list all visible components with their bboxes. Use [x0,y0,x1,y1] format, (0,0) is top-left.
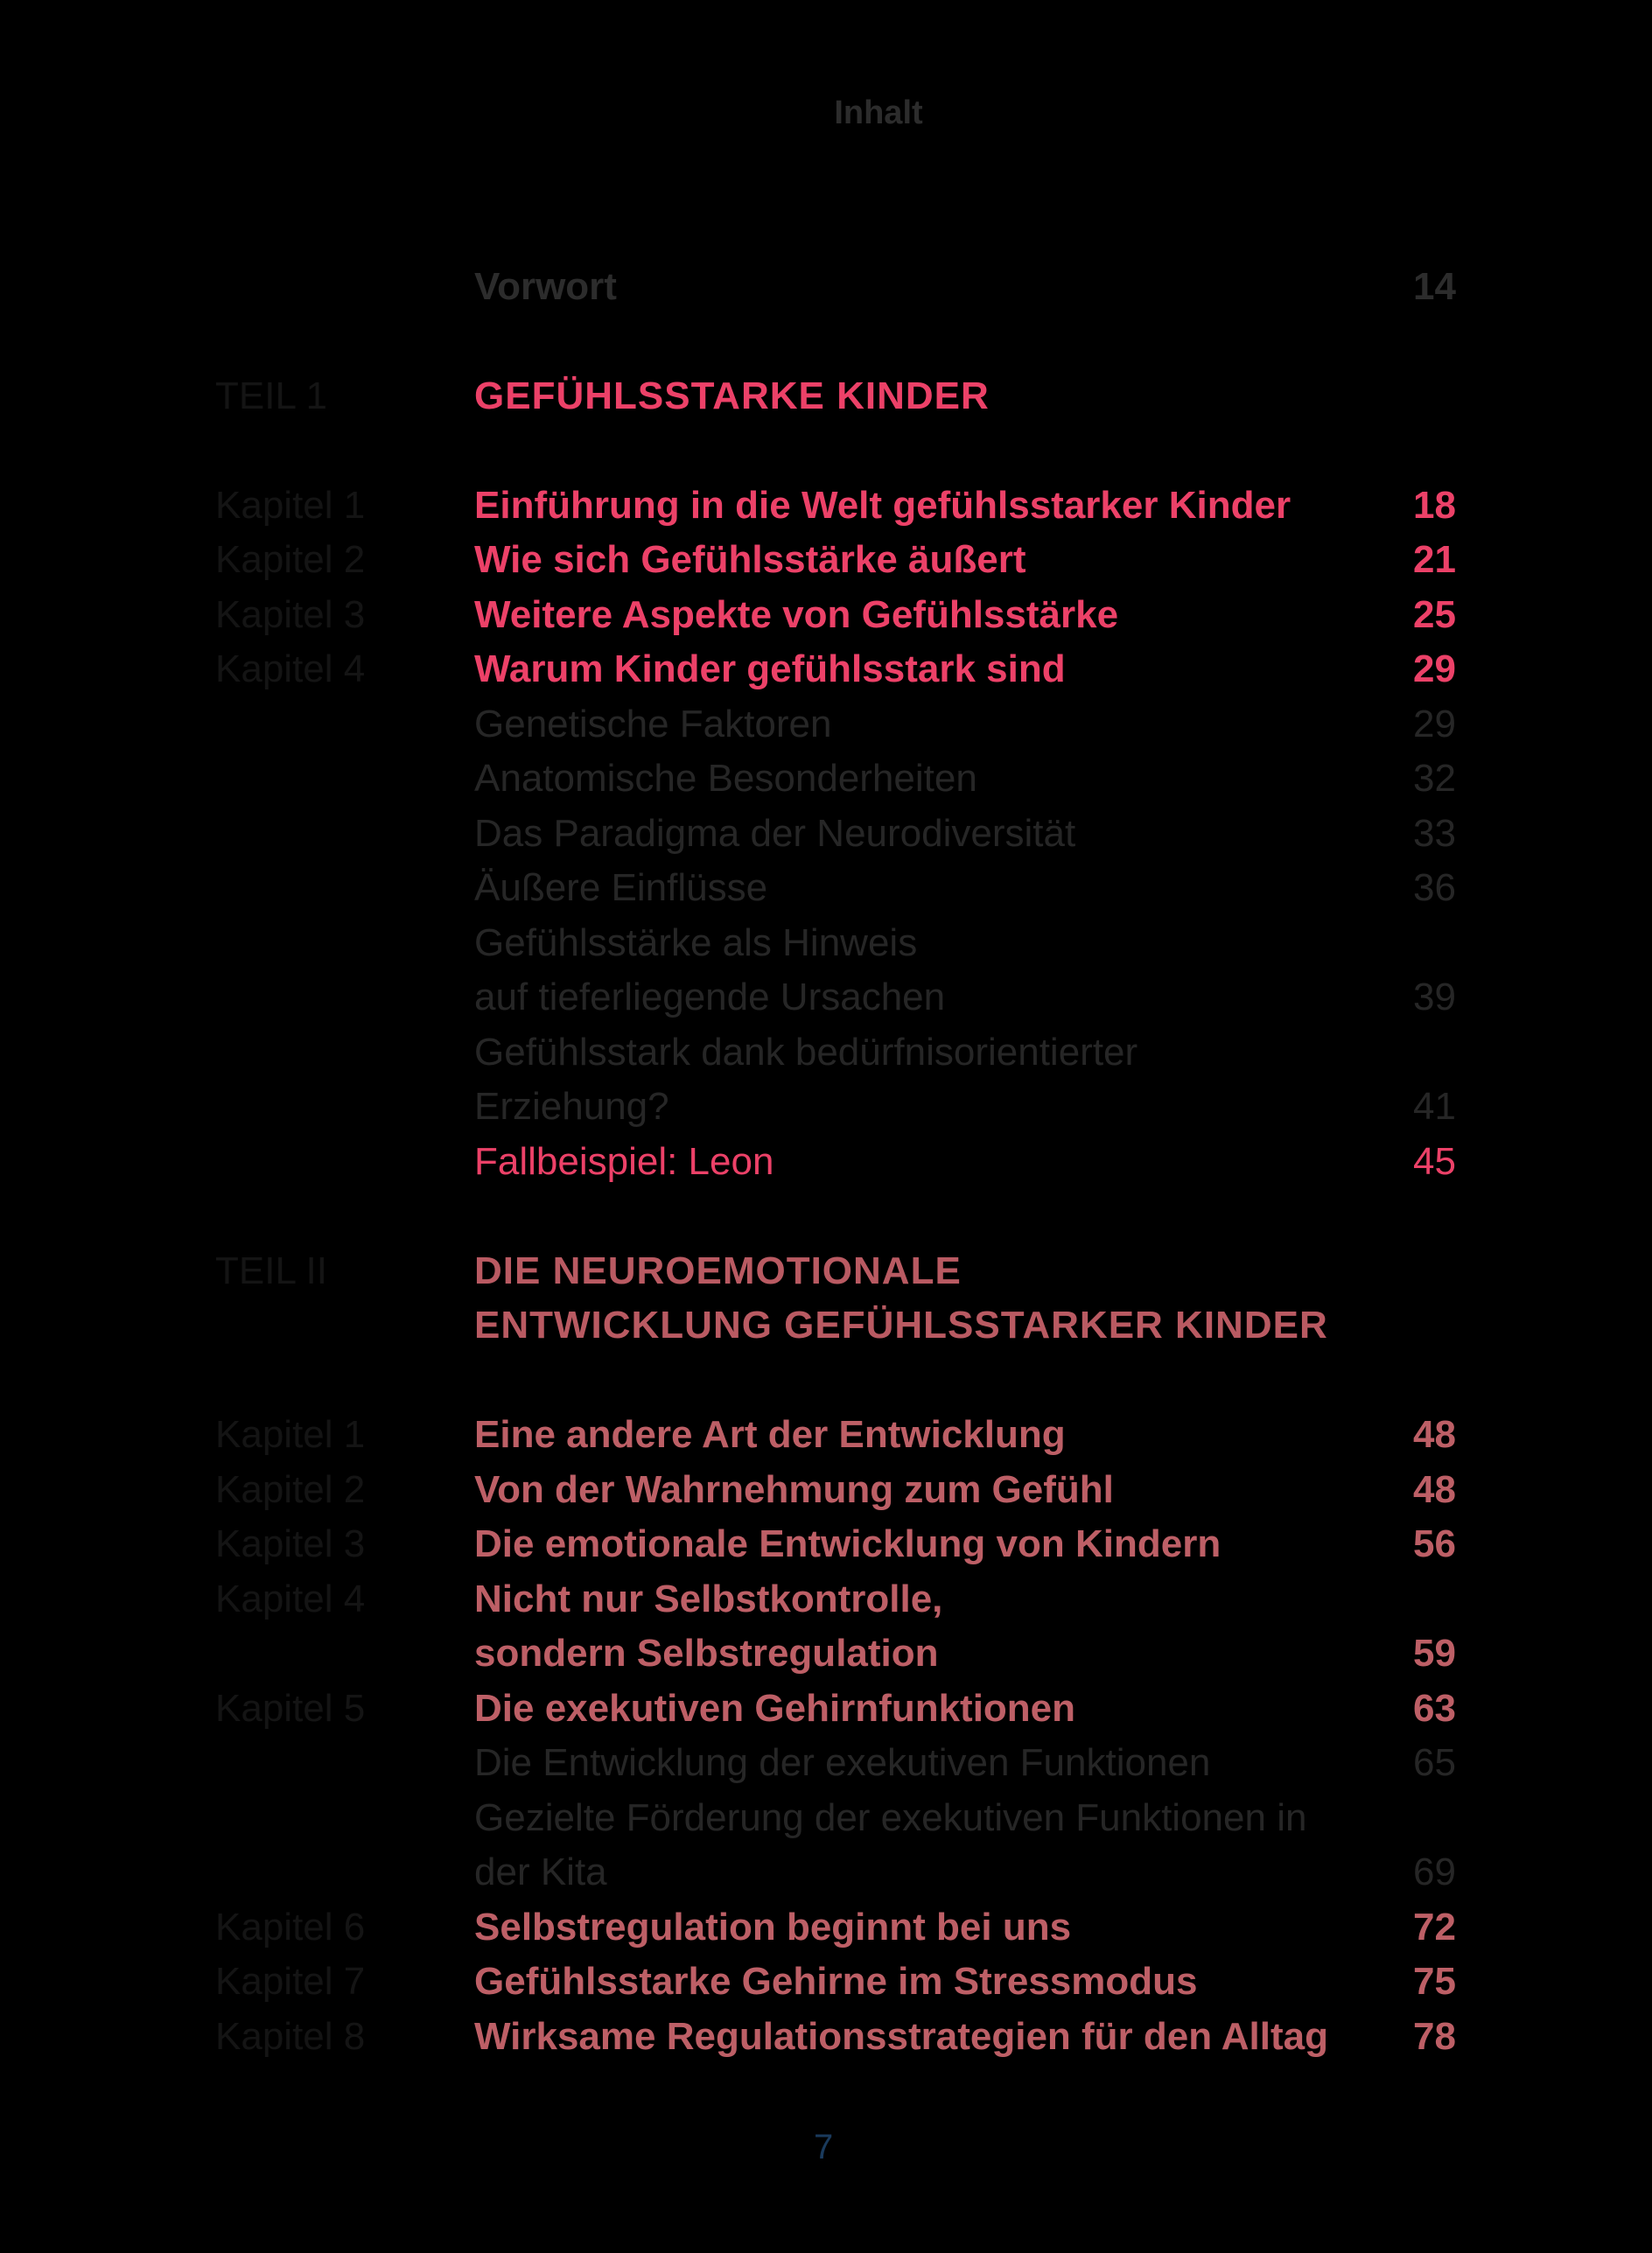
chapter-title: Nicht nur Selbstkontrolle, [474,1578,943,1620]
part-heading-1 [0,369,1652,423]
toc-entry[interactable] [0,1682,1652,1736]
chapter-label: Kapitel 1 [215,484,366,527]
toc-entry[interactable] [0,1955,1652,2009]
chapter-title: Wie sich Gefühlsstärke äußert [474,538,1026,581]
toc-entry-foreword[interactable] [0,260,1652,314]
page-title: Inhalt [834,94,923,131]
toc-entry[interactable] [0,1463,1652,1517]
chapter-page: 25 [1413,593,1456,636]
part-heading-2-continued [0,1298,1652,1353]
chapter-title: Von der Wahrnehmung zum Gefühl [474,1468,1114,1511]
section-title: Erziehung? [474,1085,669,1128]
part-title-line-1: DIE NEUROEMOTIONALE [474,1249,962,1292]
section-page: 41 [1413,1085,1456,1128]
chapter-title: Weitere Aspekte von Gefühlsstärke [474,593,1119,636]
chapter-page: 56 [1413,1522,1456,1565]
toc-entry[interactable] [0,642,1652,696]
chapter-page: 18 [1413,484,1456,527]
chapter-label: Kapitel 1 [215,1413,366,1456]
toc-entry[interactable] [0,479,1652,533]
chapter-page: 78 [1413,2015,1456,2058]
toc-subentry[interactable] [0,807,1652,861]
chapter-label: Kapitel 4 [215,647,366,690]
chapter-title: Selbstregulation beginnt bei uns [474,1906,1072,1949]
toc-subentry[interactable] [0,1025,1652,1080]
toc-subentry[interactable] [0,697,1652,752]
section-title: Gezielte Förderung der exekutiven Funktionen in [474,1796,1307,1839]
toc-subentry[interactable] [0,1080,1652,1134]
part-title: GEFÜHLSSTARKE KINDER [474,374,990,417]
section-title: Genetische Faktoren [474,703,832,745]
chapter-title: Die exekutiven Gehirnfunktionen [474,1687,1076,1730]
section-title: Äußere Einflüsse [474,866,768,909]
section-title: auf tieferliegende Ursachen [474,976,946,1018]
toc-subentry[interactable] [0,916,1652,970]
section-title: der Kita [474,1851,607,1893]
part-title-line-2: ENTWICKLUNG GEFÜHLSSTARKER KINDER [474,1304,1328,1347]
toc-subentry[interactable] [0,1791,1652,1845]
toc-subentry[interactable] [0,970,1652,1025]
section-title: Die Entwicklung der exekutiven Funktionen [474,1741,1211,1784]
toc-entry-title: Vorwort [474,265,617,308]
toc-entry[interactable] [0,1572,1652,1627]
toc-entry-page: 14 [1413,265,1456,308]
section-page: 39 [1413,976,1456,1018]
section-title: Das Paradigma der Neurodiversität [474,812,1076,855]
chapter-title: sondern Selbstregulation [474,1632,939,1675]
chapter-label: Kapitel 6 [215,1906,366,1949]
toc-subentry[interactable] [0,861,1652,915]
chapter-title: Eine andere Art der Entwicklung [474,1413,1066,1456]
section-title: Anatomische Besonderheiten [474,757,977,800]
chapter-label: Kapitel 3 [215,1522,366,1565]
chapter-page: 63 [1413,1687,1456,1730]
chapter-page: 21 [1413,538,1456,581]
toc-entry[interactable] [0,533,1652,587]
chapter-label: Kapitel 2 [215,538,366,581]
chapter-label: Kapitel 7 [215,1960,366,2003]
chapter-label: Kapitel 2 [215,1468,366,1511]
part-label: TEIL II [215,1249,327,1292]
page-number-value: 7 [814,2128,834,2166]
toc-subentry[interactable] [0,752,1652,806]
chapter-page: 48 [1413,1468,1456,1511]
chapter-title: Wirksame Regulationsstrategien für den Alltag [474,2015,1328,2058]
toc-subentry-case-study[interactable] [0,1135,1652,1189]
chapter-title: Gefühlsstarke Gehirne im Stressmodus [474,1960,1198,2003]
chapter-label: Kapitel 5 [215,1687,366,1730]
section-page: 69 [1413,1851,1456,1893]
section-page: 33 [1413,812,1456,855]
section-title: Fallbeispiel: Leon [474,1140,774,1183]
chapter-page: 72 [1413,1906,1456,1949]
chapter-label: Kapitel 3 [215,593,366,636]
toc-subentry[interactable] [0,1845,1652,1900]
section-page: 65 [1413,1741,1456,1784]
section-page: 32 [1413,757,1456,800]
section-page: 45 [1413,1140,1456,1183]
toc-subentry[interactable] [0,1736,1652,1790]
toc-entry[interactable] [0,588,1652,642]
section-page: 36 [1413,866,1456,909]
chapter-page: 59 [1413,1632,1456,1675]
toc-entry[interactable] [0,2010,1652,2064]
chapter-title: Warum Kinder gefühlsstark sind [474,647,1066,690]
toc-entry[interactable] [0,1900,1652,1955]
section-title: Gefühlsstärke als Hinweis [474,921,918,964]
chapter-title: Die emotionale Entwicklung von Kindern [474,1522,1222,1565]
chapter-title: Einführung in die Welt gefühlsstarker Kinder [474,484,1292,527]
chapter-page: 48 [1413,1413,1456,1456]
part-label: TEIL 1 [215,374,327,417]
toc-entry[interactable] [0,1627,1652,1681]
chapter-label: Kapitel 4 [215,1578,366,1620]
chapter-page: 75 [1413,1960,1456,2003]
chapter-label: Kapitel 8 [215,2015,366,2058]
toc-entry[interactable] [0,1408,1652,1462]
toc-entry[interactable] [0,1517,1652,1571]
section-title: Gefühlsstark dank bedürfnisorientierter [474,1031,1138,1074]
part-heading-2 [0,1244,1652,1298]
section-page: 29 [1413,703,1456,745]
chapter-page: 29 [1413,647,1456,690]
